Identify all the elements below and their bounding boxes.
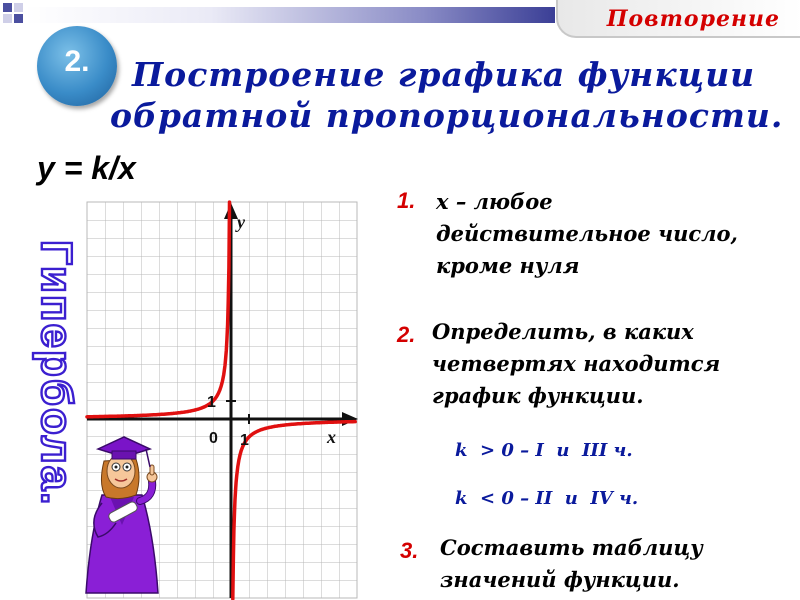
item-3-line: значений функции. xyxy=(440,567,680,592)
item-2-line: четвертях находится xyxy=(432,351,721,376)
item-1-line: кроме нуля xyxy=(436,253,580,278)
item-text-2 xyxy=(432,316,720,412)
item-2-line: Определить, в каких xyxy=(432,319,694,344)
side-label-text: Гипербола. xyxy=(32,240,81,507)
condition-k-positive: k > 0 – I и III ч. xyxy=(455,440,633,461)
teacher-illustration xyxy=(80,415,170,600)
item-number-2: 2. xyxy=(397,322,416,347)
item-text-3 xyxy=(440,532,703,596)
side-label-hyperbola xyxy=(22,230,82,590)
y-unit-label: 1 xyxy=(207,394,216,411)
item-number-1: 1. xyxy=(397,188,416,213)
condition-k-negative: k < 0 – II и IV ч. xyxy=(455,488,639,509)
item-3-line: Составить таблицу xyxy=(440,535,703,560)
decor-square xyxy=(14,14,23,23)
y-axis-label: y xyxy=(237,212,245,232)
item-2-line: график функции. xyxy=(432,383,644,408)
slide-number: 2. xyxy=(64,45,90,78)
origin-label: 0 xyxy=(209,430,218,447)
review-label: Повторение xyxy=(606,6,780,32)
function-formula: y = k/x xyxy=(37,150,136,186)
item-text-1 xyxy=(436,186,738,282)
item-1-line: x – любое xyxy=(436,189,553,214)
x-axis-label: x xyxy=(327,427,336,447)
header-gradient-bar xyxy=(25,7,555,23)
item-number-3: 3. xyxy=(400,538,419,563)
title-line-1: Построение графика функции xyxy=(132,55,756,94)
decor-square xyxy=(3,14,12,23)
decor-square xyxy=(3,3,12,12)
x-unit-label: 1 xyxy=(240,432,249,449)
item-1-line: действительное число, xyxy=(436,221,738,246)
decor-square xyxy=(14,3,23,12)
title-line-2: обратной пропорциональности. xyxy=(110,96,784,135)
